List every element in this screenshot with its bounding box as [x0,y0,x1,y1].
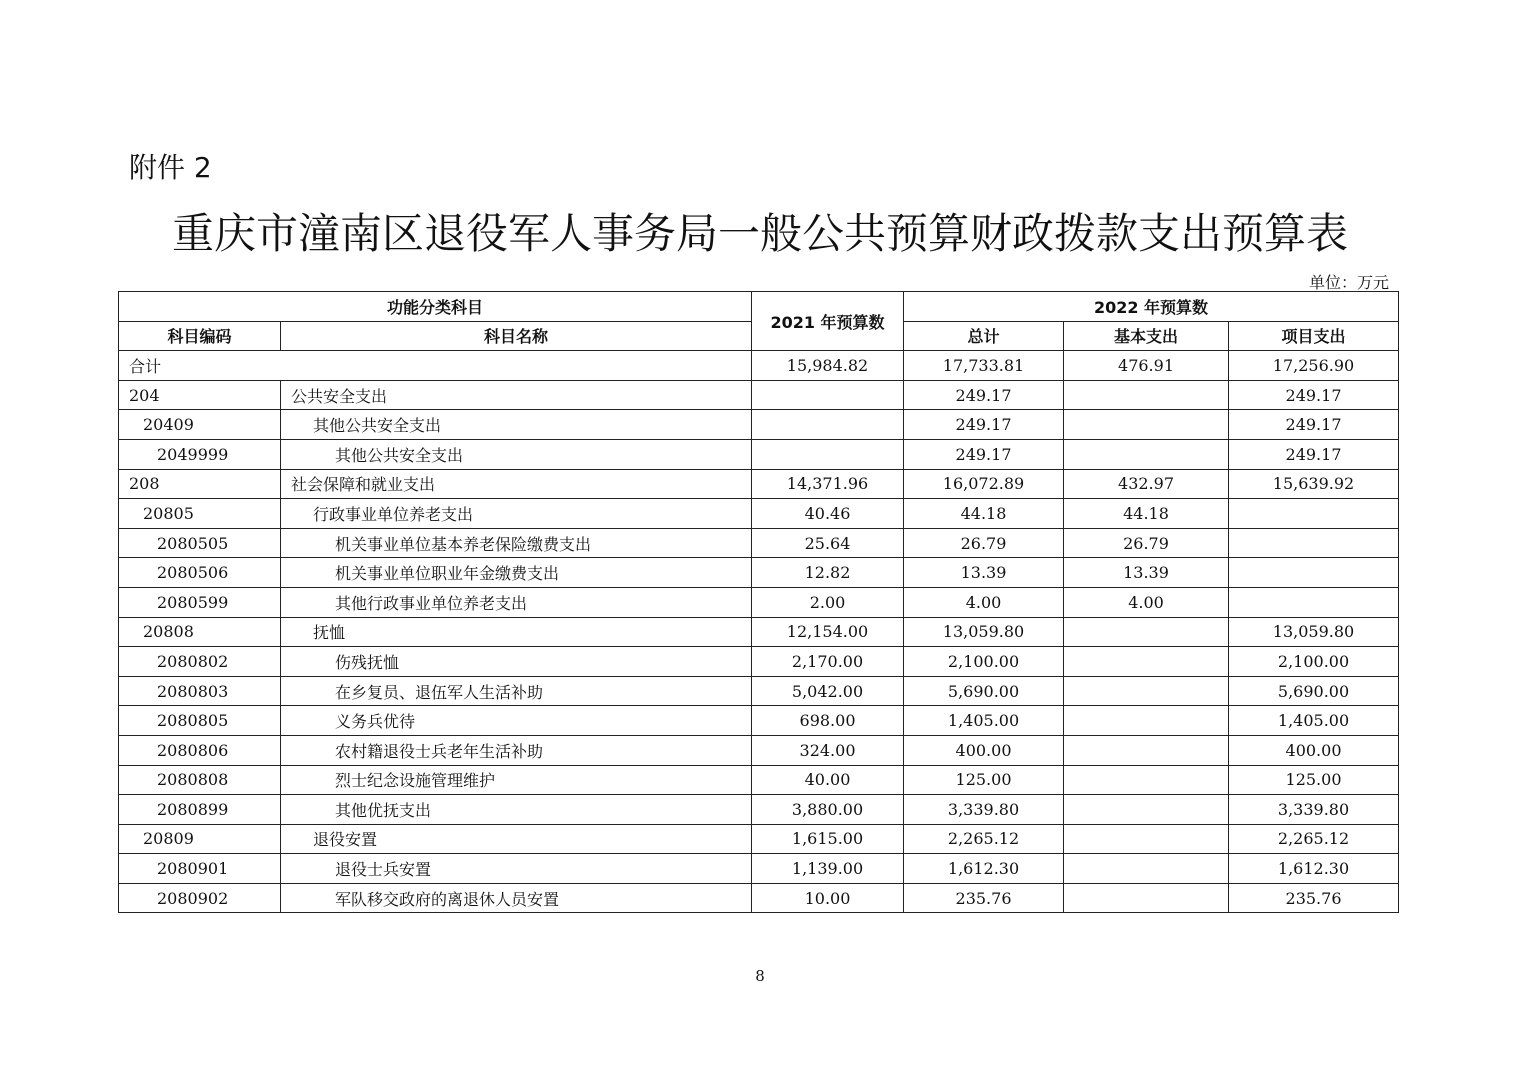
subject-code: 2080806 [119,735,281,765]
budget-2022-project: 5,690.00 [1229,676,1399,706]
table-row [119,528,1399,558]
table-row [119,765,1399,795]
table-row [119,706,1399,736]
budget-2022-basic [1064,795,1229,825]
table-row [119,617,1399,647]
budget-2022-project: 235.76 [1229,883,1399,913]
budget-2022-basic [1064,854,1229,884]
budget-2022-project: 3,339.80 [1229,795,1399,825]
subject-code: 2080599 [119,587,281,617]
subject-name: 军队移交政府的离退休人员安置 [281,883,752,913]
budget-2021 [752,410,904,440]
budget-2021: 40.00 [752,765,904,795]
budget-2022-basic [1064,706,1229,736]
subject-name: 其他行政事业单位养老支出 [281,587,752,617]
budget-2022-project: 2,100.00 [1229,647,1399,677]
header-basic-expense: 基本支出 [1064,321,1229,351]
subject-name: 机关事业单位职业年金缴费支出 [281,558,752,588]
budget-2022-basic [1064,617,1229,647]
budget-2021: 1,139.00 [752,854,904,884]
subject-name: 公共安全支出 [281,380,752,410]
budget-2022-total: 400.00 [904,735,1064,765]
total-project: 17,256.90 [1229,351,1399,381]
subject-name: 在乡复员、退伍军人生活补助 [281,676,752,706]
subject-code: 2080901 [119,854,281,884]
budget-2022-project [1229,558,1399,588]
unit-label: 单位：万元 [1308,273,1389,292]
budget-2021: 2,170.00 [752,647,904,677]
attachment-label: 附件 2 [129,151,212,184]
budget-2022-project: 249.17 [1229,410,1399,440]
budget-2022-total: 1,405.00 [904,706,1064,736]
subject-name: 抚恤 [281,617,752,647]
table-row [119,558,1399,588]
budget-2021: 40.46 [752,499,904,529]
header-function-category: 功能分类科目 [119,292,752,322]
budget-2022-basic: 26.79 [1064,528,1229,558]
budget-2022-total: 2,100.00 [904,647,1064,677]
budget-2022-total: 26.79 [904,528,1064,558]
subject-code: 2049999 [119,439,281,469]
header-2022-budget: 2022 年预算数 [904,292,1399,322]
budget-2022-basic: 13.39 [1064,558,1229,588]
budget-2022-basic [1064,647,1229,677]
budget-2022-project: 2,265.12 [1229,824,1399,854]
subject-name: 退役安置 [281,824,752,854]
table-row [119,676,1399,706]
budget-2022-total: 13,059.80 [904,617,1064,647]
subject-code: 2080899 [119,795,281,825]
header-project-expense: 项目支出 [1229,321,1399,351]
subject-name: 社会保障和就业支出 [281,469,752,499]
subject-code: 20808 [119,617,281,647]
budget-2022-total: 249.17 [904,439,1064,469]
table-row [119,795,1399,825]
table-row [119,735,1399,765]
budget-2022-project: 15,639.92 [1229,469,1399,499]
budget-2022-total: 235.76 [904,883,1064,913]
header-row-1 [119,292,1399,322]
budget-2022-project: 1,405.00 [1229,706,1399,736]
document-title: 重庆市潼南区退役军人事务局一般公共预算财政拨款支出预算表 [171,209,1348,258]
budget-2022-project: 249.17 [1229,439,1399,469]
budget-2022-total: 3,339.80 [904,795,1064,825]
table-row [119,499,1399,529]
budget-2021: 12,154.00 [752,617,904,647]
budget-2021: 10.00 [752,883,904,913]
subject-code: 2080802 [119,647,281,677]
budget-2022-total: 44.18 [904,499,1064,529]
budget-2022-total: 5,690.00 [904,676,1064,706]
subject-code: 20809 [119,824,281,854]
subject-name: 行政事业单位养老支出 [281,499,752,529]
table-row [119,647,1399,677]
subject-name: 退役士兵安置 [281,854,752,884]
budget-2022-total: 16,072.89 [904,469,1064,499]
total-2021: 15,984.82 [752,351,904,381]
budget-2022-basic [1064,380,1229,410]
total-basic: 476.91 [1064,351,1229,381]
budget-2022-project [1229,587,1399,617]
table-row [119,824,1399,854]
budget-2022-basic: 4.00 [1064,587,1229,617]
table-row [119,469,1399,499]
subject-name: 农村籍退役士兵老年生活补助 [281,735,752,765]
subject-name: 义务兵优待 [281,706,752,736]
budget-2021: 14,371.96 [752,469,904,499]
budget-2022-basic [1064,410,1229,440]
table-row [119,410,1399,440]
table-row [119,883,1399,913]
subject-code: 2080505 [119,528,281,558]
budget-2021 [752,439,904,469]
budget-2022-basic [1064,883,1229,913]
budget-2021 [752,380,904,410]
budget-2021: 12.82 [752,558,904,588]
subject-code: 2080808 [119,765,281,795]
subject-name: 烈士纪念设施管理维护 [281,765,752,795]
subject-code: 20805 [119,499,281,529]
subject-code: 2080506 [119,558,281,588]
subject-name: 伤残抚恤 [281,647,752,677]
budget-2022-project [1229,528,1399,558]
budget-2021: 25.64 [752,528,904,558]
table-row [119,439,1399,469]
subject-name: 机关事业单位基本养老保险缴费支出 [281,528,752,558]
budget-2022-total: 125.00 [904,765,1064,795]
subject-name: 其他公共安全支出 [281,410,752,440]
table-row [119,854,1399,884]
budget-2021: 5,042.00 [752,676,904,706]
table-row [119,587,1399,617]
table-row [119,380,1399,410]
budget-2022-total: 1,612.30 [904,854,1064,884]
budget-2022-basic [1064,735,1229,765]
header-subject-name: 科目名称 [281,321,752,351]
subject-code: 208 [119,469,281,499]
budget-2022-project: 13,059.80 [1229,617,1399,647]
budget-table [118,291,1399,913]
budget-2022-project: 125.00 [1229,765,1399,795]
subject-name: 其他优抚支出 [281,795,752,825]
budget-2022-total: 2,265.12 [904,824,1064,854]
budget-2022-total: 249.17 [904,380,1064,410]
total-total: 17,733.81 [904,351,1064,381]
budget-2022-total: 4.00 [904,587,1064,617]
subject-code: 204 [119,380,281,410]
total-row [119,351,1399,381]
subject-code: 2080805 [119,706,281,736]
page-number: 8 [755,967,765,985]
budget-2021: 2.00 [752,587,904,617]
subject-code: 20409 [119,410,281,440]
budget-2022-basic: 44.18 [1064,499,1229,529]
header-total: 总计 [904,321,1064,351]
budget-2022-total: 249.17 [904,410,1064,440]
subject-code: 2080902 [119,883,281,913]
budget-2022-total: 13.39 [904,558,1064,588]
budget-2022-basic [1064,824,1229,854]
subject-name: 其他公共安全支出 [281,439,752,469]
budget-2022-basic [1064,439,1229,469]
total-label: 合计 [119,351,752,381]
budget-2022-project [1229,499,1399,529]
budget-2022-basic [1064,676,1229,706]
header-subject-code: 科目编码 [119,321,281,351]
budget-2022-project: 249.17 [1229,380,1399,410]
budget-2021: 324.00 [752,735,904,765]
budget-2021: 698.00 [752,706,904,736]
budget-2022-basic: 432.97 [1064,469,1229,499]
budget-2022-project: 1,612.30 [1229,854,1399,884]
budget-2021: 1,615.00 [752,824,904,854]
budget-2022-project: 400.00 [1229,735,1399,765]
header-2021-budget: 2021 年预算数 [752,292,904,351]
subject-code: 2080803 [119,676,281,706]
budget-2021: 3,880.00 [752,795,904,825]
budget-2022-basic [1064,765,1229,795]
